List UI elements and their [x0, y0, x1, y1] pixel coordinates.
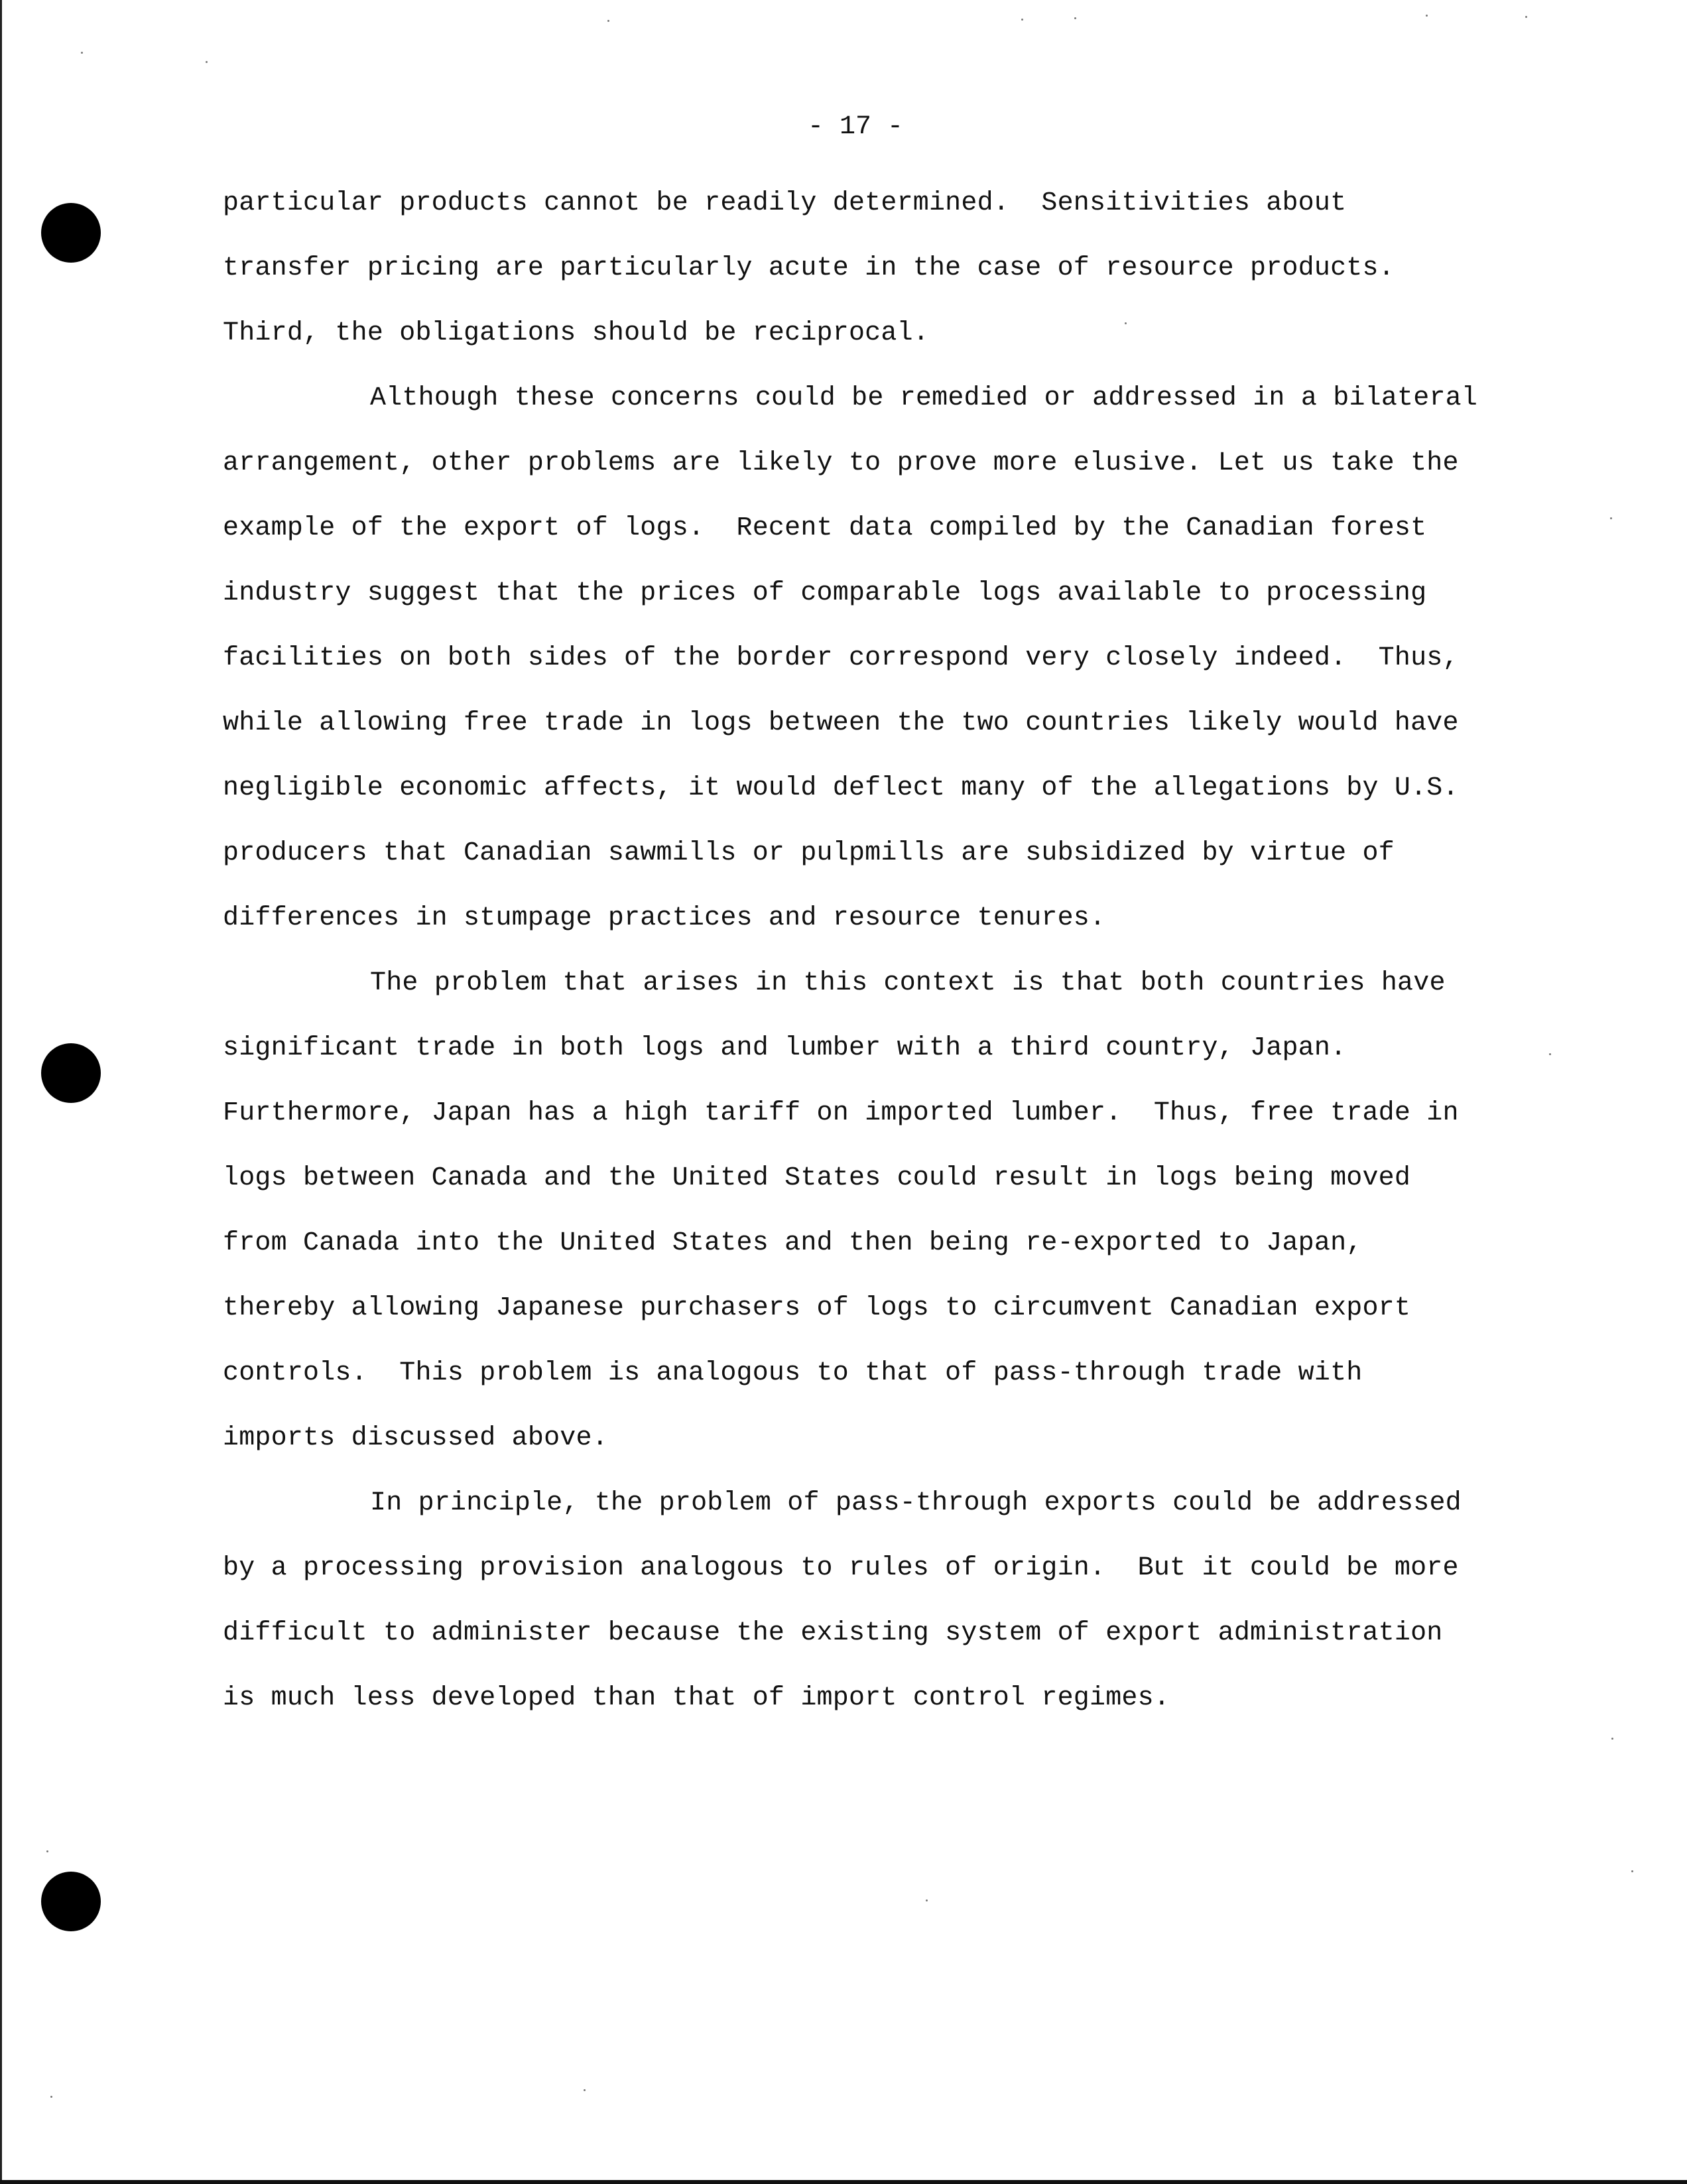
- text-line: from Canada into the United States and then being re-exported to Japan,: [223, 1228, 1363, 1258]
- text-line: industry suggest that the prices of comparable logs available to processing: [223, 578, 1427, 608]
- text-line: imports discussed above.: [223, 1423, 608, 1453]
- scan-speck: [1610, 517, 1612, 519]
- scan-speck: [1611, 1738, 1613, 1740]
- text-line: negligible economic affects, it would deflect many of the allegations by U.S.: [223, 773, 1459, 803]
- paragraph-4: [223, 1471, 1509, 1731]
- text-line: Third, the obligations should be reciprocal.: [223, 318, 929, 348]
- text-line: particular products cannot be readily determined. Sensitivities about: [223, 188, 1347, 218]
- paragraph-3: [223, 951, 1509, 1471]
- scan-speck: [46, 1850, 48, 1852]
- text-line: by a processing provision analogous to rules of origin. But it could be more: [223, 1553, 1459, 1583]
- scan-speck: [607, 20, 609, 22]
- body-text: [223, 171, 1509, 1731]
- scan-speck: [1549, 1053, 1551, 1055]
- punch-hole-middle: [41, 1043, 101, 1103]
- scan-bottom-edge: [0, 2180, 1687, 2184]
- text-line: example of the export of logs. Recent data compiled by the Canadian forest: [223, 513, 1427, 543]
- text-line: is much less developed than that of import control regimes.: [223, 1683, 1170, 1713]
- text-line: thereby allowing Japanese purchasers of logs to circumvent Canadian export: [223, 1293, 1411, 1323]
- text-line: difficult to administer because the existing system of export administration: [223, 1618, 1443, 1648]
- scan-speck: [1125, 322, 1127, 324]
- scan-speck: [1426, 15, 1428, 17]
- scan-speck: [1631, 1870, 1633, 1872]
- scan-speck: [50, 2096, 52, 2098]
- paragraph-1: [223, 171, 1509, 366]
- punch-hole-top: [41, 203, 101, 263]
- text-line: Although these concerns could be remedied or addressed in a bilateral: [370, 383, 1478, 413]
- text-line: transfer pricing are particularly acute in the case of resource products.: [223, 253, 1395, 283]
- page-number: - 17 -: [807, 112, 904, 142]
- text-line: The problem that arises in this context is that both countries have: [370, 968, 1446, 998]
- scan-speck: [584, 2089, 586, 2091]
- scan-speck: [1074, 17, 1076, 19]
- punch-hole-bottom: [41, 1872, 101, 1931]
- text-line: In principle, the problem of pass-through exports could be addressed: [370, 1488, 1462, 1518]
- scan-speck: [206, 61, 208, 63]
- text-line: Furthermore, Japan has a high tariff on imported lumber. Thus, free trade in: [223, 1098, 1459, 1128]
- paragraph-2: [223, 366, 1509, 951]
- text-line: arrangement, other problems are likely to prove more elusive. Let us take the: [223, 448, 1459, 478]
- scan-speck: [1525, 16, 1527, 18]
- scan-left-edge: [0, 0, 2, 2184]
- text-line: facilities on both sides of the border correspond very closely indeed. Thus,: [223, 643, 1459, 673]
- text-line: while allowing free trade in logs between the two countries likely would have: [223, 708, 1459, 738]
- scan-speck: [81, 52, 83, 54]
- text-line: logs between Canada and the United States could result in logs being moved: [223, 1163, 1411, 1193]
- text-line: controls. This problem is analogous to that of pass-through trade with: [223, 1358, 1363, 1388]
- scan-speck: [1021, 19, 1023, 21]
- text-line: producers that Canadian sawmills or pulpmills are subsidized by virtue of: [223, 838, 1395, 868]
- scan-speck: [926, 1899, 928, 1901]
- text-line: significant trade in both logs and lumber with a third country, Japan.: [223, 1033, 1347, 1063]
- text-line: differences in stumpage practices and resource tenures.: [223, 903, 1106, 933]
